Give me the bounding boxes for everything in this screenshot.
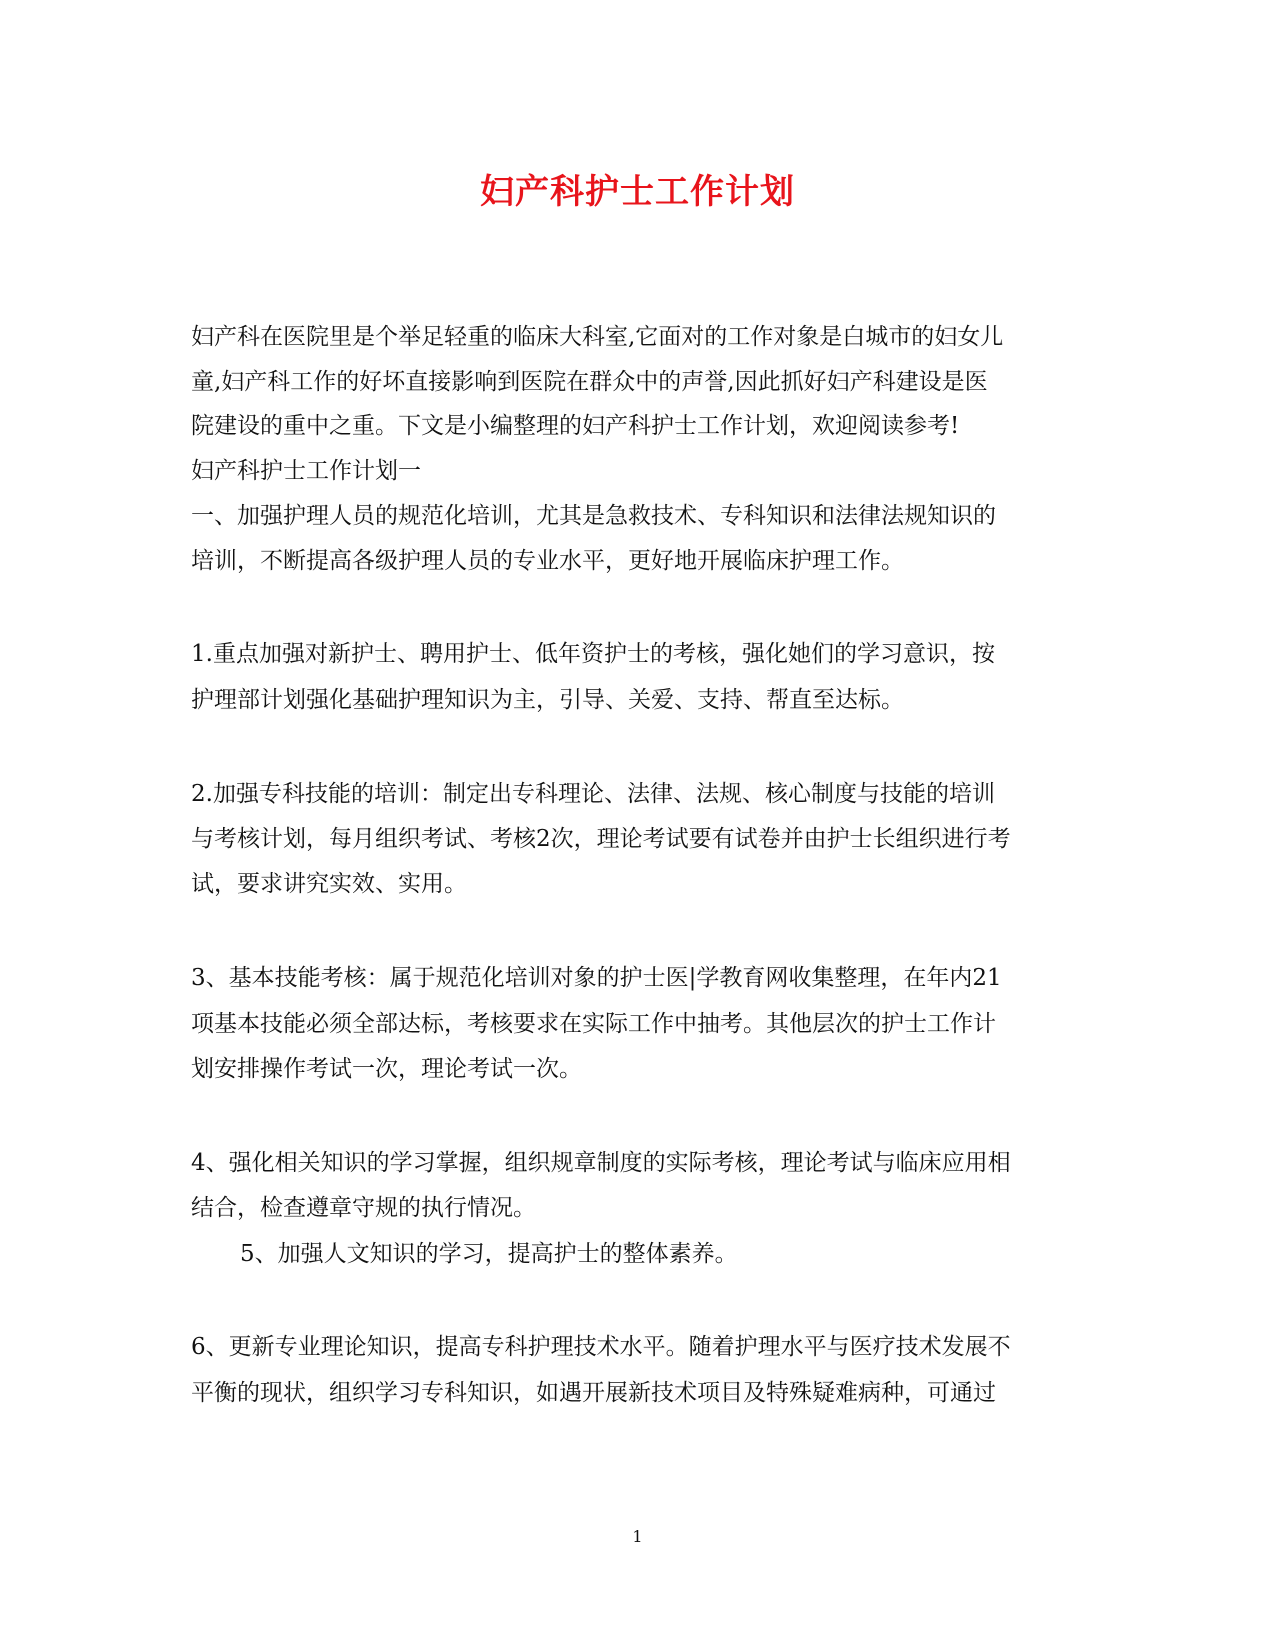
page-number: 1 bbox=[632, 1527, 643, 1546]
section-heading: 妇产科护士工作计划一 bbox=[191, 458, 421, 484]
item-3-line-1: 3、基本技能考核：属于规范化培训对象的护士医|学教育网收集整理，在年内21 bbox=[191, 965, 1002, 991]
item-2-line-2: 与考核计划，每月组织考试、考核2次，理论考试要有试卷并由护士长组织进行考 bbox=[191, 826, 1011, 852]
item-4-line-1: 4、强化相关知识的学习掌握，组织规章制度的实际考核，理论考试与临床应用相 bbox=[191, 1150, 1011, 1176]
item-2-line-3: 试，要求讲究实效、实用。 bbox=[191, 871, 467, 897]
item-5-line-1: 5、加强人文知识的学习，提高护士的整体素养。 bbox=[240, 1241, 738, 1267]
document-title: 妇产科护士工作计划 bbox=[480, 172, 795, 212]
item-1-line-1: 1.重点加强对新护士、聘用护士、低年资护士的考核，强化她们的学习意识，按 bbox=[191, 641, 995, 667]
item-6-line-1: 6、更新专业理论知识，提高专科护理技术水平。随着护理水平与医疗技术发展不 bbox=[191, 1334, 1011, 1360]
body-line-5: 一、加强护理人员的规范化培训，尤其是急救技术、专科知识和法律法规知识的 bbox=[191, 503, 996, 529]
body-line-1: 妇产科在医院里是个举足轻重的临床大科室,它面对的工作对象是白城市的妇女儿 bbox=[191, 324, 1004, 350]
item-4-line-2: 结合，检查遵章守规的执行情况。 bbox=[191, 1195, 536, 1221]
item-6-line-2: 平衡的现状，组织学习专科知识，如遇开展新技术项目及特殊疑难病种，可通过 bbox=[191, 1380, 996, 1406]
body-line-3: 院建设的重中之重。下文是小编整理的妇产科护士工作计划，欢迎阅读参考! bbox=[191, 413, 960, 439]
item-3-line-3: 划安排操作考试一次，理论考试一次。 bbox=[191, 1056, 582, 1082]
body-line-2: 童,妇产科工作的好坏直接影响到医院在群众中的声誉,因此抓好妇产科建设是医 bbox=[191, 369, 988, 395]
item-2-line-1: 2.加强专科技能的培训：制定出专科理论、法律、法规、核心制度与技能的培训 bbox=[191, 781, 995, 807]
item-1-line-2: 护理部计划强化基础护理知识为主，引导、关爱、支持、帮直至达标。 bbox=[191, 687, 904, 713]
item-3-line-2: 项基本技能必须全部达标，考核要求在实际工作中抽考。其他层次的护士工作计 bbox=[191, 1011, 996, 1037]
body-line-6: 培训，不断提高各级护理人员的专业水平，更好地开展临床护理工作。 bbox=[191, 548, 904, 574]
